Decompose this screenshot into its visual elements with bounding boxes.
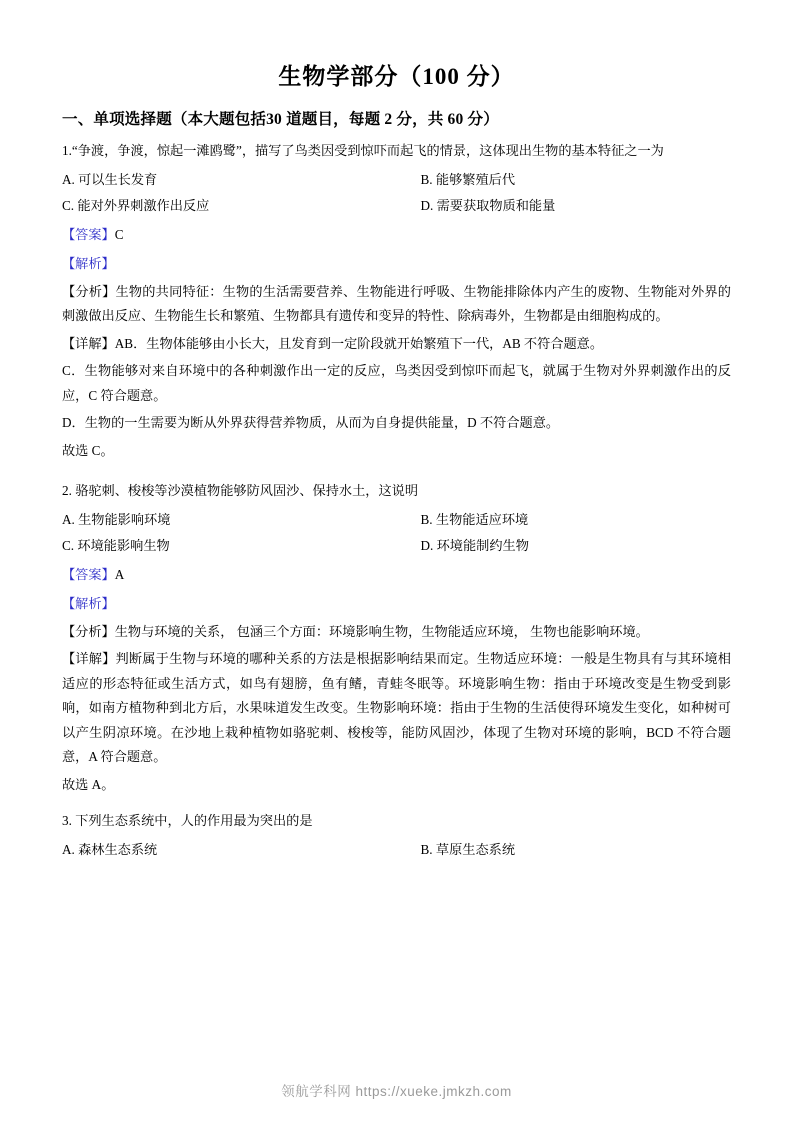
explanation-paragraph: 【分析】生物与环境的关系， 包涵三个方面：环境影响生物，生物能适应环境， 生物也能影响环境。	[62, 624, 649, 640]
explanation-paragraph: 【详解】判断属于生物与环境的哪种关系的方法是根据影响结果而定。生物适应环境：一般是生物具有与其环境相适应的形态特征或生活方式，如鸟有翅膀，鱼有鳍，青蛙冬眠等。环境影响生物：指由于环境改变是生物受到影响，如南方植物种到北方后，水果味道发生改变。生物影响环境：指由于生物的生活使得环境发生变化，如种树可以产生阴凉环境。在沙地上栽种植物如骆驼刺、梭梭等，能防风固沙，体现了生物对环境的影响，BCD 不符合题意，A 符合题意。	[62, 651, 731, 765]
question-options	[62, 837, 731, 862]
question-stem: 1.“争渡，争渡，惊起一滩鸥鹭”，描写了鸟类因受到惊吓而起飞的情景，这体现出生物的基本特征之一为	[62, 143, 664, 158]
explanation-paragraph: D．生物的一生需要为断从外界获得营养物质，从而为自身提供能量，D 不符合题意。	[62, 415, 560, 431]
question-stem: 3. 下列生态系统中，人的作用最为突出的是	[62, 813, 313, 828]
answer-value: A	[114, 566, 125, 582]
question-block	[62, 809, 731, 863]
option-d[interactable]: D. 环境能制约生物	[420, 537, 529, 553]
question-options	[62, 167, 731, 217]
question-options	[62, 507, 731, 557]
option-a[interactable]: A. 森林生态系统	[62, 842, 158, 858]
option-d[interactable]: D. 需要获取物质和能量	[420, 197, 556, 213]
page-footer: 领航学科网 https://xueke.jmkzh.com	[281, 1084, 512, 1099]
section-heading: 一、单项选择题（本大题包括30 道题目，每题 2 分，共 60 分）	[62, 111, 499, 128]
option-b[interactable]: B. 草原生态系统	[420, 842, 516, 858]
explanation-paragraph: 【分析】生物的共同特征：生物的生活需要营养、生物能进行呼吸、生物能排除体内产生的废物、生物能对外界的刺激做出反应、生物能生长和繁殖、生物都具有遗传和变异的特性、除病毒外，生物都是由细胞构成的。	[62, 284, 731, 324]
option-b[interactable]: B. 生物能适应环境	[420, 512, 529, 528]
explanation-conclusion: 故选 A。	[62, 776, 115, 792]
answer-label: 【答案】	[62, 226, 115, 242]
block-spacer	[62, 800, 731, 803]
question-block	[62, 139, 731, 463]
answer-label: 【答案】	[62, 566, 115, 582]
option-a[interactable]: A. 可以生长发育	[62, 172, 158, 188]
option-a[interactable]: A. 生物能影响环境	[62, 512, 171, 528]
explanation-paragraph: C．生物能够对来自环境中的各种刺激作出一定的反应，鸟类因受到惊吓而起飞，就属于生物对外界刺激作出的反应，C 符合题意。	[62, 363, 731, 403]
option-b[interactable]: B. 能够繁殖后代	[420, 172, 516, 188]
option-c[interactable]: C. 环境能影响生物	[62, 537, 170, 553]
explanation-conclusion: 故选 C。	[62, 442, 114, 458]
answer-line	[62, 222, 731, 248]
explanation-label: 【解析】	[62, 596, 115, 612]
question-stem: 2. 骆驼刺、梭梭等沙漠植物能够防风固沙、保持水土，这说明	[62, 483, 419, 498]
answer-line	[62, 562, 731, 588]
option-c[interactable]: C. 能对外界刺激作出反应	[62, 197, 210, 213]
answer-value: C	[114, 226, 124, 242]
explanation-paragraph: 【详解】AB．生物体能够由小长大，且发育到一定阶段就开始繁殖下一代，AB 不符合题意。	[62, 335, 604, 351]
question-block	[62, 479, 731, 797]
block-spacer	[62, 466, 731, 473]
page-title: 生物学部分（100 分）	[278, 64, 515, 89]
explanation-label: 【解析】	[62, 256, 115, 272]
